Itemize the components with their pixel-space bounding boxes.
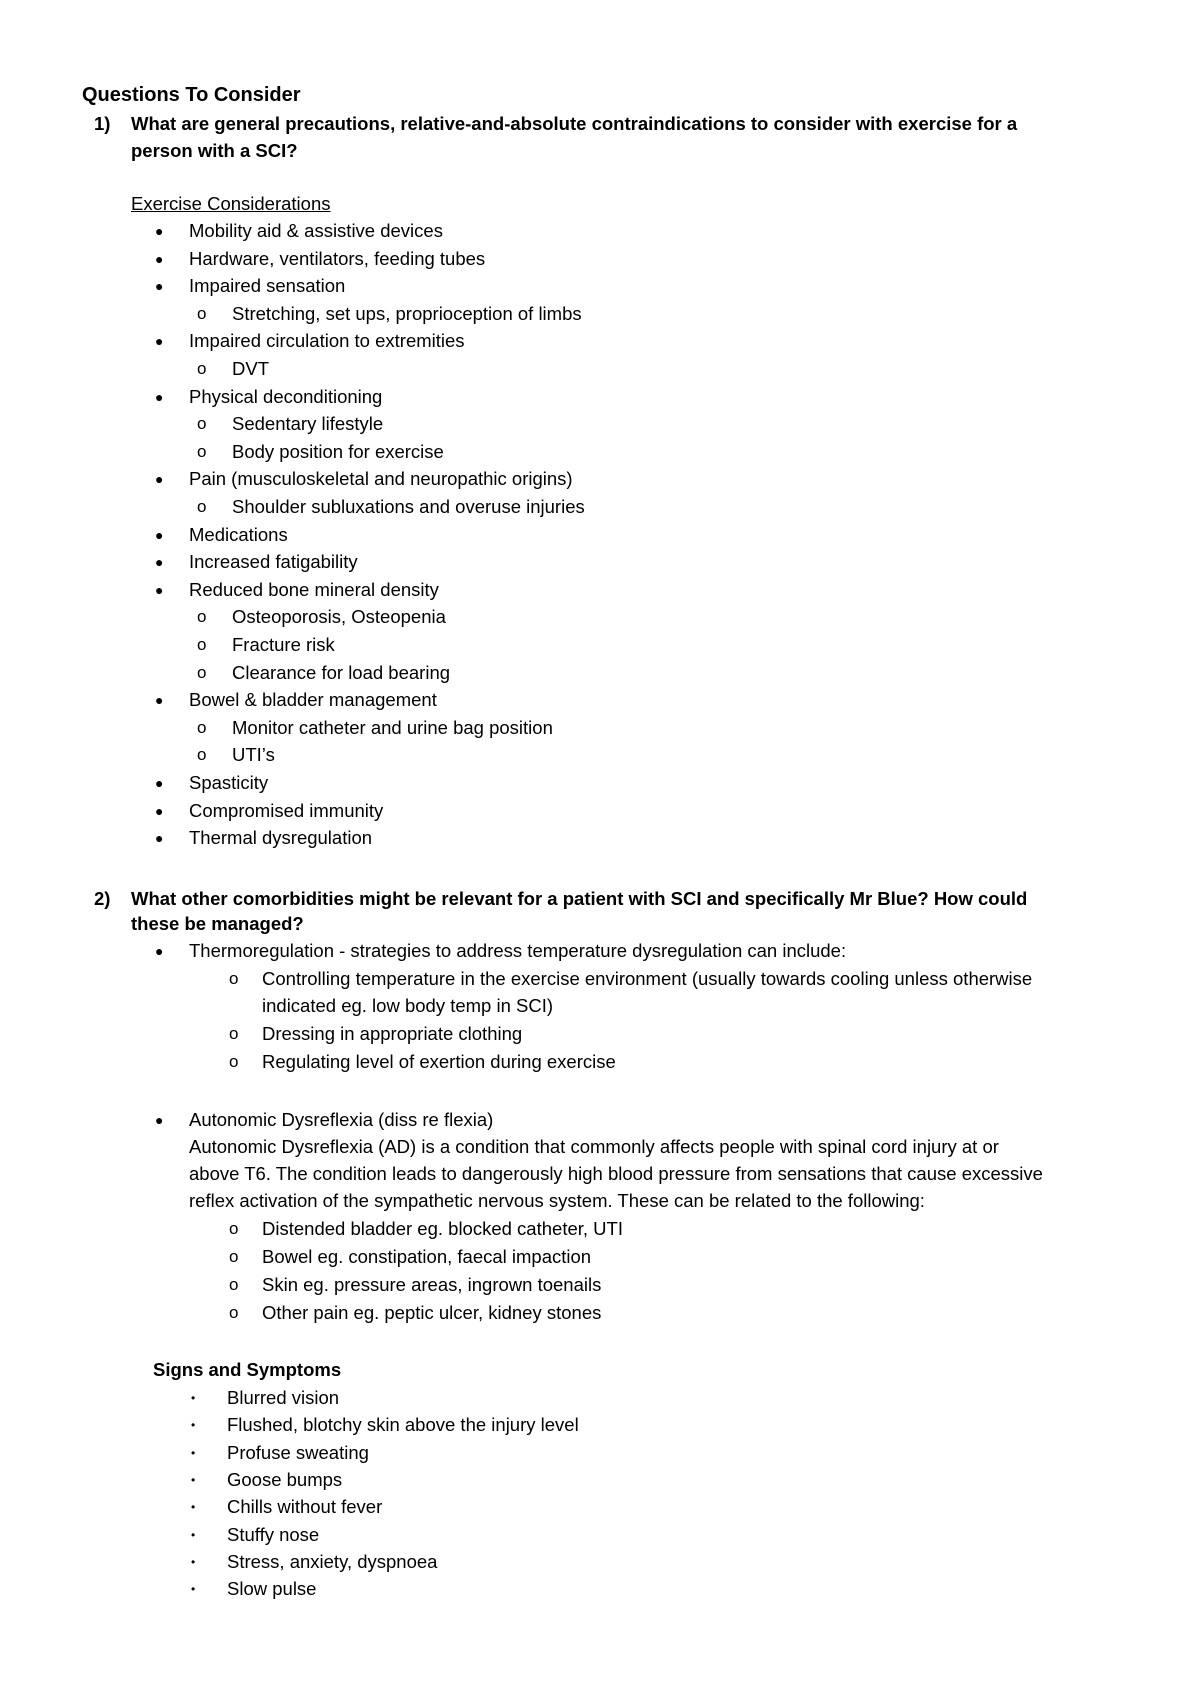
sub-bullet-icon: o xyxy=(197,303,207,323)
list-item: Thermoregulation - strategies to address temperature dysregulation can include: xyxy=(189,940,847,961)
bullet-icon: ● xyxy=(155,250,164,267)
sub-list-item: Monitor catheter and urine bag position xyxy=(232,716,553,738)
sub-list-item: Distended bladder eg. blocked catheter, UTI xyxy=(262,1218,623,1239)
sub-bullet-icon: o xyxy=(197,717,207,737)
list-item: Profuse sweating xyxy=(227,1441,369,1463)
list-item: Stress, anxiety, dyspnoea xyxy=(227,1550,438,1572)
sub-list-item: Fracture risk xyxy=(232,634,335,655)
sub-list-item: Skin eg. pressure areas, ingrown toenails xyxy=(262,1274,602,1295)
sub-list-item: Clearance for load bearing xyxy=(232,661,451,683)
bullet-icon: ● xyxy=(155,526,164,543)
question-text: What are general precautions, relative-and-absolute contraindications to consider with exercise for a xyxy=(131,113,1018,134)
paragraph-line: above T6. The condition leads to dangerously high blood pressure from sensations that cause excessive xyxy=(189,1163,1043,1184)
sub-bullet-icon: o xyxy=(229,1024,239,1043)
bullet-icon: • xyxy=(191,1445,196,1460)
bullet-icon: ● xyxy=(155,388,164,405)
bullet-icon: • xyxy=(191,1472,196,1487)
sub-bullet-icon: o xyxy=(197,497,207,516)
sub-list-item: Regulating level of exertion during exercise xyxy=(262,1051,616,1072)
list-item: Goose bumps xyxy=(227,1468,343,1490)
bullet-icon: • xyxy=(191,1500,196,1515)
sub-list-item: indicated eg. low body temp in SCI) xyxy=(262,995,554,1016)
bullet-icon: ● xyxy=(155,830,164,847)
list-item: Impaired sensation xyxy=(189,275,346,297)
bullet-icon: • xyxy=(191,1582,196,1597)
list-item: Mobility aid & assistive devices xyxy=(189,220,443,241)
sub-list-item: Other pain eg. peptic ulcer, kidney stones xyxy=(262,1302,602,1323)
sub-bullet-icon: o xyxy=(229,1219,239,1238)
list-item: Slow pulse xyxy=(227,1578,317,1600)
sub-bullet-icon: o xyxy=(197,662,207,682)
paragraph-line: reflex activation of the sympathetic nervous system. These can be related to the following: xyxy=(189,1190,925,1211)
sub-list-item: Bowel eg. constipation, faecal impaction xyxy=(262,1246,592,1267)
bullet-icon: ● xyxy=(155,581,164,598)
sub-list-item: UTI’s xyxy=(232,744,275,766)
sub-bullet-icon: o xyxy=(197,745,207,765)
list-item: Physical deconditioning xyxy=(189,385,383,407)
sub-list-item: Osteoporosis, Osteopenia xyxy=(232,606,446,628)
list-item: Medications xyxy=(189,523,288,545)
sub-bullet-icon: o xyxy=(197,635,207,654)
sub-bullet-icon: o xyxy=(197,441,207,461)
section-subheading: Exercise Considerations xyxy=(131,193,331,214)
bullet-icon: • xyxy=(191,1418,196,1433)
paragraph-line: Autonomic Dysreflexia (AD) is a condition that commonly affects people with spinal cord injury at or xyxy=(189,1136,999,1157)
bullet-icon: ● xyxy=(155,692,164,709)
list-item: Compromised immunity xyxy=(189,799,384,821)
sub-list-item: Body position for exercise xyxy=(232,440,444,462)
list-item: Flushed, blotchy skin above the injury level xyxy=(227,1414,579,1436)
sub-bullet-icon: o xyxy=(197,414,207,434)
bullet-icon: ● xyxy=(155,223,164,239)
list-item: Reduced bone mineral density xyxy=(189,578,439,600)
list-item: Autonomic Dysreflexia (diss re flexia) xyxy=(189,1109,494,1130)
bullet-icon: ● xyxy=(155,1112,164,1128)
sub-bullet-icon: o xyxy=(197,607,207,627)
page-title: Questions To Consider xyxy=(82,84,301,106)
section-subheading: Signs and Symptoms xyxy=(153,1359,342,1380)
list-item: Blurred vision xyxy=(227,1387,340,1408)
bullet-icon: • xyxy=(191,1391,196,1405)
bullet-icon: • xyxy=(191,1554,196,1569)
list-item: Bowel & bladder management xyxy=(189,689,437,711)
question-number: 1) xyxy=(94,113,111,134)
bullet-icon: ● xyxy=(155,471,164,488)
list-item: Impaired circulation to extremities xyxy=(189,330,465,352)
bullet-icon: ● xyxy=(155,943,164,959)
sub-list-item: Dressing in appropriate clothing xyxy=(262,1023,523,1044)
list-item: Chills without fever xyxy=(227,1496,383,1518)
bullet-icon: • xyxy=(191,1527,196,1542)
question-number: 2) xyxy=(94,888,111,909)
sub-bullet-icon: o xyxy=(229,1247,239,1266)
sub-list-item: Shoulder subluxations and overuse injuries xyxy=(232,496,585,517)
question-text: What other comorbidities might be relevant for a patient with SCI and specifically Mr Blue? How could xyxy=(131,888,1028,909)
list-item: Increased fatigability xyxy=(189,551,358,573)
list-item: Thermal dysregulation xyxy=(189,827,373,849)
bullet-icon: ● xyxy=(155,802,164,819)
bullet-icon: ● xyxy=(155,333,164,350)
bullet-icon: ● xyxy=(155,278,164,295)
sub-bullet-icon: o xyxy=(197,359,207,378)
sub-bullet-icon: o xyxy=(229,1275,239,1294)
sub-bullet-icon: o xyxy=(229,1052,239,1071)
list-item: Hardware, ventilators, feeding tubes xyxy=(189,247,486,269)
list-item: Spasticity xyxy=(189,772,269,793)
sub-list-item: Stretching, set ups, proprioception of limbs xyxy=(232,302,582,324)
sub-list-item: Sedentary lifestyle xyxy=(232,413,384,435)
sub-list-item: Controlling temperature in the exercise environment (usually towards cooling unless otherwise xyxy=(262,968,1033,989)
list-item: Stuffy nose xyxy=(227,1523,320,1545)
bullet-icon: ● xyxy=(155,775,164,791)
question-text: these be managed? xyxy=(131,913,304,934)
sub-bullet-icon: o xyxy=(229,1303,239,1322)
sub-bullet-icon: o xyxy=(229,969,239,988)
bullet-icon: ● xyxy=(155,554,164,571)
sub-list-item: DVT xyxy=(232,358,269,379)
list-item: Pain (musculoskeletal and neuropathic origins) xyxy=(189,468,573,490)
question-text: person with a SCI? xyxy=(131,140,298,161)
